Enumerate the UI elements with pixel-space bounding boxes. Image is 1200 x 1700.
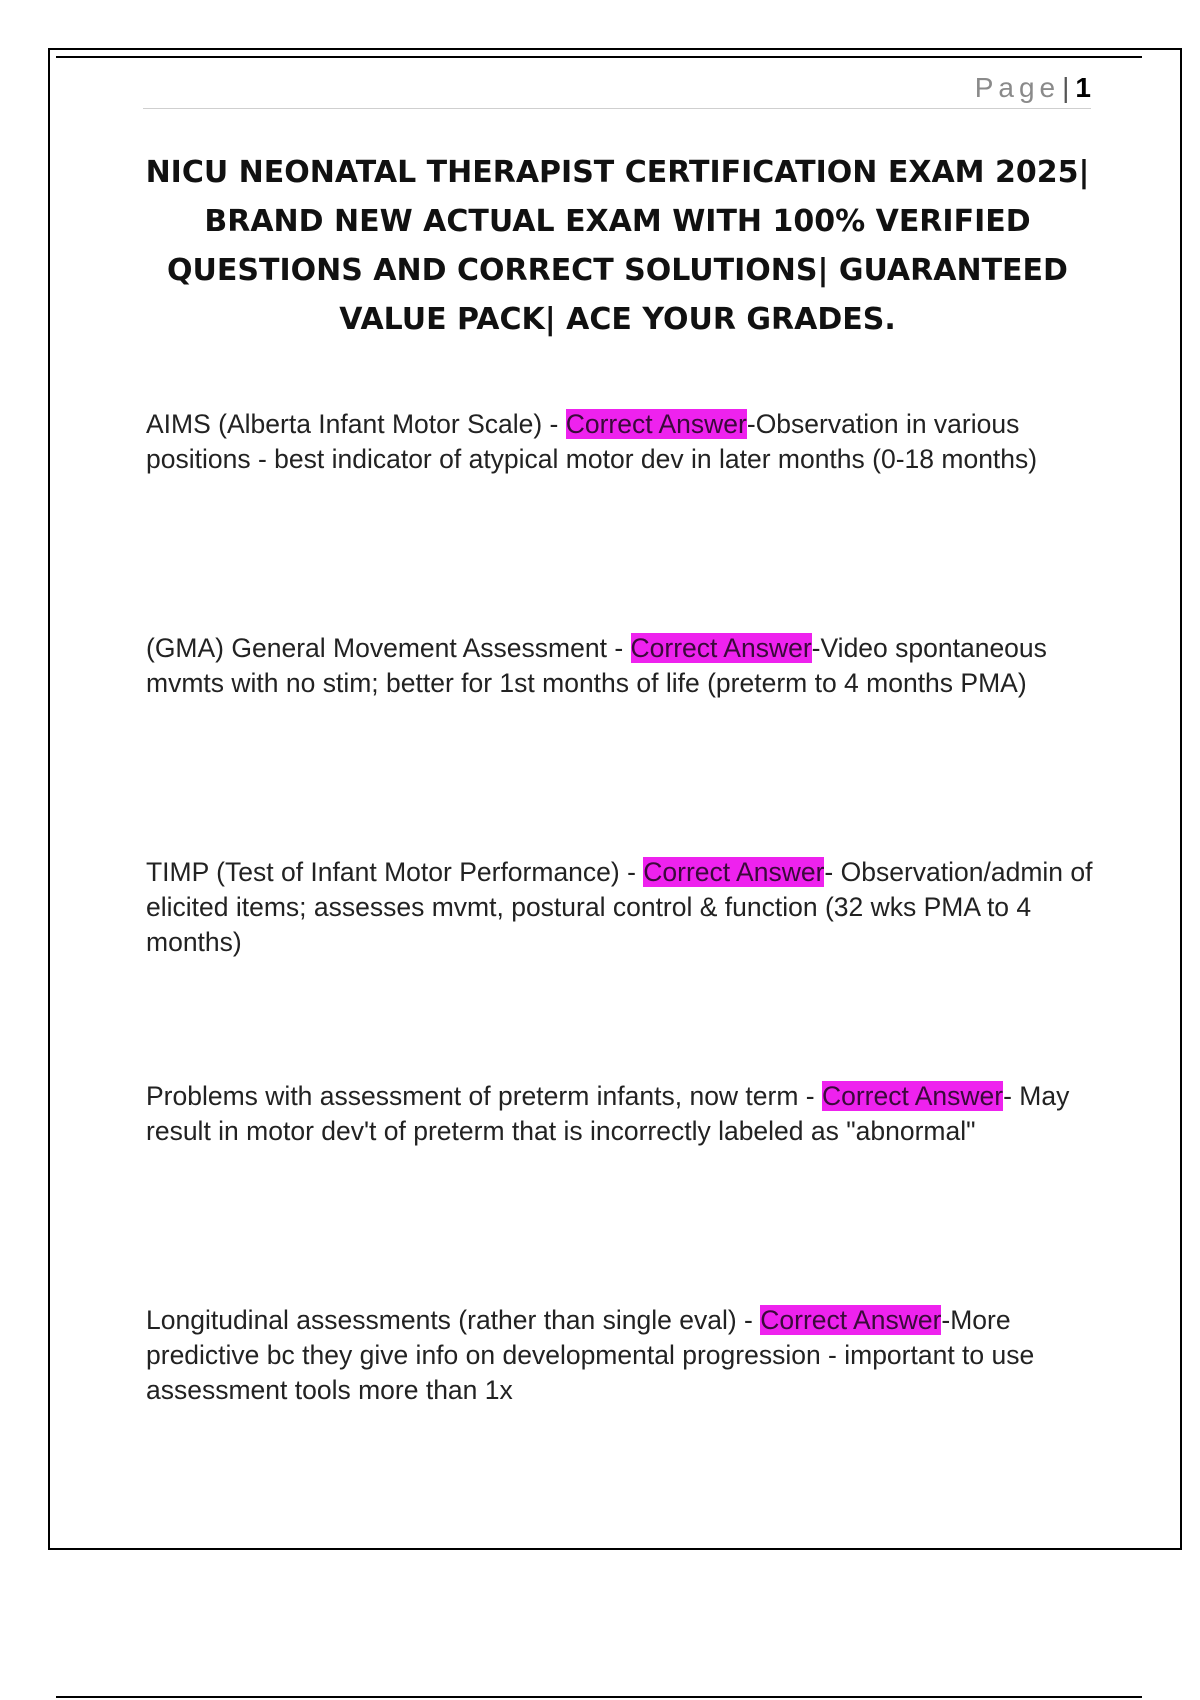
qa-answer: -Video spontaneous mvmts with no stim; better for 1st months of life (preterm to 4 months PMA) — [146, 633, 1047, 698]
qa-question: Problems with assessment of preterm infants, now term - — [146, 1081, 822, 1111]
qa-question: AIMS (Alberta Infant Motor Scale) - — [146, 409, 566, 439]
document-title: NICU NEONATAL THERAPIST CERTIFICATION EXAM 2025| BRAND NEW ACTUAL EXAM WITH 100% VERIFIED QUESTIONS AND CORRECT SOLUTIONS| GUARANTEED VALUE PACK| ACE YOUR GRADES. — [145, 155, 1090, 337]
page-label: Page — [974, 72, 1061, 103]
qa-question: (GMA) General Movement Assessment - — [146, 633, 631, 663]
qa-answer: - Observation/admin of elicited items; assesses mvmt, postural control & function (32 wks PMA to 4 months) — [146, 857, 1093, 957]
correct-answer-marker: Correct Answer — [821, 1081, 1004, 1111]
correct-answer-marker: Correct Answer — [643, 857, 825, 887]
qa-item — [146, 855, 1096, 960]
qa-item — [146, 1079, 1096, 1149]
qa-question: TIMP (Test of Infant Motor Performance) - — [146, 857, 644, 887]
qa-item — [146, 407, 1096, 477]
page-header — [143, 70, 1091, 109]
qa-item — [146, 1303, 1096, 1408]
correct-answer-marker: Correct Answer — [630, 633, 812, 663]
correct-answer-marker: Correct Answer — [565, 409, 747, 439]
top-rule — [56, 56, 1142, 58]
qa-answer: - May result in motor dev't of preterm that is incorrectly labeled as "abnormal" — [146, 1081, 1070, 1146]
qa-question: Longitudinal assessments (rather than single eval) - — [146, 1305, 761, 1335]
qa-answer: -Observation in various positions - best indicator of atypical motor dev in later months (0-18 months) — [146, 409, 1038, 474]
qa-answer: -More predictive bc they give info on developmental progression - important to use assessment tools more than 1x — [146, 1305, 1035, 1405]
page-number: 1 — [1075, 72, 1091, 103]
qa-item — [146, 631, 1096, 701]
bottom-rule — [56, 1696, 1142, 1698]
page-separator: | — [1062, 72, 1070, 103]
correct-answer-marker: Correct Answer — [760, 1305, 942, 1335]
